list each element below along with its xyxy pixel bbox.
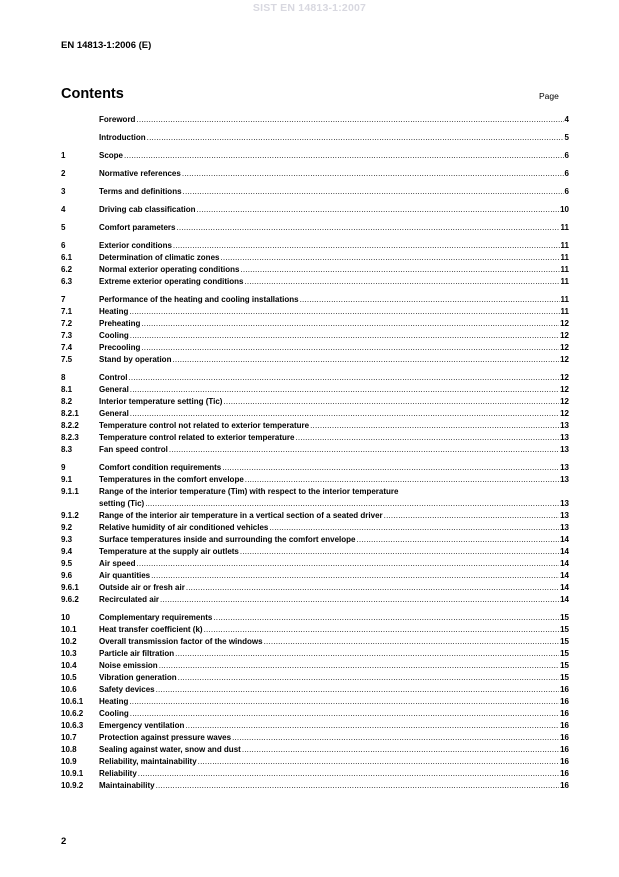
toc-entry-title: Outside air or fresh air — [99, 583, 185, 592]
toc-entry[interactable] — [61, 132, 569, 144]
toc-entry-number: 8.2 — [61, 397, 73, 406]
toc-leader-dots — [129, 696, 559, 708]
toc-entry-title: Overall transmission factor of the windows — [99, 637, 263, 646]
toc-entry-number: 8.3 — [61, 445, 73, 454]
toc-entry-number: 9.4 — [61, 547, 73, 556]
toc-entry[interactable] — [61, 408, 569, 420]
toc-entry[interactable] — [61, 780, 569, 792]
toc-entry-page: 14 — [560, 595, 569, 604]
toc-entry[interactable] — [61, 384, 569, 396]
watermark: SIST EN 14813-1:2007 — [252, 2, 367, 14]
toc-entry-title: Temperature at the supply air outlets — [99, 547, 239, 556]
toc-entry[interactable] — [61, 594, 569, 606]
toc-entry-number: 3 — [61, 187, 66, 196]
toc-entry-title: Safety devices — [99, 685, 155, 694]
toc-leader-dots — [300, 294, 560, 306]
toc-entry-number: 10.9.1 — [61, 769, 84, 778]
toc-entry-title: Protection against pressure waves — [99, 733, 232, 742]
toc-entry-page: 11 — [560, 277, 569, 286]
toc-entry-page: 13 — [560, 523, 569, 532]
toc-entry-number: 7.5 — [61, 355, 73, 364]
toc-entry-number: 9 — [61, 463, 66, 472]
toc-entry[interactable] — [61, 648, 569, 660]
toc-entry[interactable] — [61, 306, 569, 318]
toc-entry-number: 6.1 — [61, 253, 73, 262]
toc-entry-title: Comfort condition requirements — [99, 463, 222, 472]
toc-leader-dots — [269, 522, 559, 534]
toc-leader-dots — [130, 384, 559, 396]
toc-entry-number: 10.6.3 — [61, 721, 84, 730]
toc-entry-page: 13 — [560, 421, 569, 430]
toc-entry-title: Terms and definitions — [99, 187, 182, 196]
toc-entry-title: Noise emission — [99, 661, 158, 670]
toc-entry-page: 12 — [560, 385, 569, 394]
toc-leader-dots — [128, 372, 559, 384]
toc-entry-title: Normal exterior operating conditions — [99, 265, 240, 274]
toc-leader-dots — [204, 624, 560, 636]
toc-entry[interactable] — [61, 720, 569, 732]
toc-entry-title: Air speed — [99, 559, 136, 568]
toc-entry[interactable] — [61, 396, 569, 408]
toc-entry-page: 16 — [560, 745, 569, 754]
toc-entry-page: 16 — [560, 709, 569, 718]
toc-entry-number: 8.2.1 — [61, 409, 79, 418]
toc-entry-page: 13 — [560, 475, 569, 484]
toc-entry-number: 10.4 — [61, 661, 77, 670]
toc-entry-page: 16 — [560, 733, 569, 742]
toc-entry-title: Reliability — [99, 769, 137, 778]
toc-entry-number: 6 — [61, 241, 66, 250]
toc-entry-title: Precooling — [99, 343, 141, 352]
toc-entry-number: 10.2 — [61, 637, 77, 646]
toc-entry-page: 10 — [560, 205, 569, 214]
toc-entry-page: 4 — [564, 115, 569, 124]
toc-entry-title: Preheating — [99, 319, 141, 328]
toc-entry-page: 14 — [560, 547, 569, 556]
toc-entry-page: 6 — [564, 169, 569, 178]
toc-entry-page: 11 — [560, 295, 569, 304]
toc-entry-page: 16 — [560, 685, 569, 694]
toc-leader-dots — [384, 510, 559, 522]
toc-leader-dots — [138, 768, 559, 780]
toc-entry[interactable] — [61, 462, 569, 474]
toc-entry-page: 5 — [564, 133, 569, 142]
toc-leader-dots — [145, 498, 559, 510]
table-of-contents — [61, 114, 569, 792]
toc-entry-page: 12 — [560, 409, 569, 418]
toc-entry-title: Temperatures in the comfort envelope — [99, 475, 244, 484]
toc-entry[interactable] — [61, 240, 569, 252]
toc-entry-number: 9.5 — [61, 559, 73, 568]
toc-entry-page: 16 — [560, 757, 569, 766]
toc-entry-title: Fan speed control — [99, 445, 168, 454]
toc-entry[interactable] — [61, 474, 569, 486]
toc-entry-page: 12 — [560, 373, 569, 382]
toc-leader-dots — [156, 780, 560, 792]
toc-entry[interactable] — [61, 696, 569, 708]
toc-entry[interactable] — [61, 768, 569, 780]
toc-entry-title: Driving cab classification — [99, 205, 196, 214]
toc-leader-dots — [169, 444, 559, 456]
toc-entry-title: Range of the interior air temperature in a vertical section of a seated driver — [99, 511, 383, 520]
toc-entry[interactable] — [61, 420, 569, 432]
toc-entry[interactable] — [61, 732, 569, 744]
toc-entry-title: Normative references — [99, 169, 181, 178]
toc-entry-number: 10.6.2 — [61, 709, 84, 718]
toc-entry-number: 8.1 — [61, 385, 73, 394]
toc-entry-number: 10.3 — [61, 649, 77, 658]
toc-entry-page: 13 — [560, 499, 569, 508]
toc-entry[interactable] — [61, 276, 569, 288]
toc-entry-title: setting (Tic) — [99, 499, 145, 508]
toc-entry-number: 9.6.2 — [61, 595, 79, 604]
toc-entry-title: Range of the interior temperature (Tim) with respect to the interior temperature — [99, 487, 399, 496]
toc-entry-number: 10.7 — [61, 733, 77, 742]
toc-entry[interactable] — [61, 558, 569, 570]
toc-entry-page: 11 — [560, 253, 569, 262]
toc-leader-dots — [185, 720, 559, 732]
toc-entry-title: Maintainability — [99, 781, 155, 790]
toc-entry[interactable] — [61, 354, 569, 366]
toc-entry-title: Particle air filtration — [99, 649, 175, 658]
toc-entry-page: 11 — [560, 223, 569, 232]
toc-leader-dots — [220, 252, 559, 264]
document-id: EN 14813-1:2006 (E) — [61, 40, 152, 51]
toc-entry-number: 6.2 — [61, 265, 73, 274]
toc-entry-page: 13 — [560, 463, 569, 472]
toc-entry[interactable] — [61, 204, 569, 216]
toc-entry-page: 13 — [560, 511, 569, 520]
toc-entry-page: 15 — [560, 649, 569, 658]
toc-entry[interactable] — [61, 486, 569, 498]
toc-entry-title: Air quantities — [99, 571, 151, 580]
toc-leader-dots — [160, 594, 559, 606]
toc-entry-title: Foreword — [99, 115, 136, 124]
toc-entry-number: 7.1 — [61, 307, 73, 316]
toc-entry-number: 10.5 — [61, 673, 77, 682]
toc-entry-title: Heating — [99, 307, 129, 316]
toc-leader-dots — [176, 222, 559, 234]
toc-entry-title: Extreme exterior operating conditions — [99, 277, 244, 286]
toc-entry-title: Surface temperatures inside and surrounding the comfort envelope — [99, 535, 356, 544]
toc-entry-title: Scope — [99, 151, 124, 160]
toc-entry-title: Sealing against water, snow and dust — [99, 745, 241, 754]
toc-entry-number: 10.1 — [61, 625, 77, 634]
toc-entry-page: 14 — [560, 535, 569, 544]
toc-entry[interactable] — [61, 318, 569, 330]
toc-entry-number: 8.2.3 — [61, 433, 79, 442]
toc-entry-title: Heating — [99, 697, 129, 706]
toc-entry-title: Emergency ventilation — [99, 721, 185, 730]
toc-entry-page: 14 — [560, 583, 569, 592]
toc-leader-dots — [240, 546, 559, 558]
toc-entry-number: 9.6 — [61, 571, 73, 580]
toc-entry-title: Temperature control not related to exterior temperature — [99, 421, 310, 430]
toc-entry[interactable] — [61, 372, 569, 384]
toc-entry-page: 13 — [560, 445, 569, 454]
toc-entry-number: 7 — [61, 295, 66, 304]
toc-entry[interactable] — [61, 168, 569, 180]
toc-leader-dots — [178, 672, 559, 684]
toc-entry-number: 7.2 — [61, 319, 73, 328]
toc-entry[interactable] — [61, 330, 569, 342]
toc-entry-title: Vibration generation — [99, 673, 177, 682]
toc-entry-number: 4 — [61, 205, 66, 214]
toc-entry-number: 10.9.2 — [61, 781, 84, 790]
toc-entry-number: 9.1.2 — [61, 511, 79, 520]
toc-leader-dots — [213, 612, 559, 624]
toc-leader-dots — [156, 684, 560, 696]
toc-entry-page: 12 — [560, 331, 569, 340]
toc-entry[interactable] — [61, 684, 569, 696]
toc-leader-dots — [172, 354, 559, 366]
toc-entry[interactable] — [61, 510, 569, 522]
toc-entry-title: Performance of the heating and cooling installations — [99, 295, 299, 304]
toc-leader-dots — [175, 648, 559, 660]
toc-entry[interactable] — [61, 498, 569, 510]
toc-leader-dots — [357, 534, 560, 546]
toc-entry-number: 7.3 — [61, 331, 73, 340]
toc-entry[interactable] — [61, 222, 569, 234]
toc-entry[interactable] — [61, 660, 569, 672]
toc-entry[interactable] — [61, 582, 569, 594]
toc-entry-page: 14 — [560, 571, 569, 580]
toc-entry-page: 16 — [560, 781, 569, 790]
toc-entry-page: 16 — [560, 769, 569, 778]
toc-entry-page: 12 — [560, 319, 569, 328]
toc-entry[interactable] — [61, 534, 569, 546]
toc-entry-page: 12 — [560, 343, 569, 352]
toc-entry-title: General — [99, 409, 129, 418]
page-column-header: Page — [539, 91, 559, 101]
toc-leader-dots — [130, 330, 559, 342]
toc-entry[interactable] — [61, 546, 569, 558]
toc-entry-title: Interior temperature setting (Tic) — [99, 397, 223, 406]
toc-entry-number: 1 — [61, 151, 66, 160]
toc-entry[interactable] — [61, 756, 569, 768]
toc-entry-title: Exterior conditions — [99, 241, 172, 250]
toc-entry-page: 11 — [560, 241, 569, 250]
toc-entry[interactable] — [61, 294, 569, 306]
toc-entry[interactable] — [61, 744, 569, 756]
toc-leader-dots — [159, 660, 559, 672]
toc-leader-dots — [295, 432, 559, 444]
toc-entry-page: 16 — [560, 721, 569, 730]
toc-entry-page: 11 — [560, 265, 569, 274]
toc-leader-dots — [186, 582, 559, 594]
toc-entry-page: 11 — [560, 307, 569, 316]
toc-leader-dots — [310, 420, 559, 432]
toc-entry-title: Relative humidity of air conditioned vehicles — [99, 523, 269, 532]
toc-entry-page: 14 — [560, 559, 569, 568]
toc-entry-number: 10.8 — [61, 745, 77, 754]
toc-entry-page: 15 — [560, 613, 569, 622]
toc-leader-dots — [183, 186, 564, 198]
toc-entry-number: 6.3 — [61, 277, 73, 286]
toc-entry[interactable] — [61, 522, 569, 534]
toc-entry-title: Temperature control related to exterior temperature — [99, 433, 295, 442]
toc-leader-dots — [223, 396, 559, 408]
toc-leader-dots — [182, 168, 564, 180]
toc-entry-number: 10.6.1 — [61, 697, 84, 706]
toc-entry-title: Comfort parameters — [99, 223, 176, 232]
toc-leader-dots — [147, 132, 564, 144]
toc-leader-dots — [130, 408, 559, 420]
toc-entry[interactable] — [61, 672, 569, 684]
toc-leader-dots — [136, 114, 563, 126]
toc-entry[interactable] — [61, 708, 569, 720]
toc-leader-dots — [242, 744, 559, 756]
toc-entry-number: 9.3 — [61, 535, 73, 544]
toc-entry[interactable] — [61, 612, 569, 624]
contents-heading: Contents — [61, 86, 124, 102]
toc-entry[interactable] — [61, 186, 569, 198]
page-number: 2 — [61, 836, 67, 847]
toc-leader-dots — [264, 636, 560, 648]
toc-entry[interactable] — [61, 342, 569, 354]
toc-entry-number: 5 — [61, 223, 66, 232]
toc-entry-number: 9.2 — [61, 523, 73, 532]
toc-entry-title: Complementary requirements — [99, 613, 213, 622]
toc-entry-number: 2 — [61, 169, 66, 178]
toc-leader-dots — [196, 204, 559, 216]
toc-entry-number: 9.1 — [61, 475, 73, 484]
toc-entry-title: Determination of climatic zones — [99, 253, 220, 262]
toc-entry[interactable] — [61, 252, 569, 264]
toc-entry-number: 8.2.2 — [61, 421, 79, 430]
toc-entry-page: 15 — [560, 625, 569, 634]
toc-entry-title: Reliability, maintainability — [99, 757, 197, 766]
toc-entry-number: 10.6 — [61, 685, 77, 694]
toc-entry-number: 9.6.1 — [61, 583, 79, 592]
toc-leader-dots — [130, 708, 559, 720]
toc-entry[interactable] — [61, 636, 569, 648]
toc-entry-page: 15 — [560, 673, 569, 682]
toc-entry-title: Stand by operation — [99, 355, 172, 364]
toc-leader-dots — [141, 342, 559, 354]
toc-entry-number: 7.4 — [61, 343, 73, 352]
toc-entry-number: 9.1.1 — [61, 487, 79, 496]
toc-entry-page: 12 — [560, 355, 569, 364]
toc-entry-page: 6 — [564, 151, 569, 160]
toc-leader-dots — [232, 732, 559, 744]
toc-leader-dots — [240, 264, 559, 276]
toc-entry[interactable] — [61, 432, 569, 444]
toc-entry-page: 15 — [560, 661, 569, 670]
toc-entry[interactable] — [61, 624, 569, 636]
toc-entry[interactable] — [61, 114, 569, 126]
toc-leader-dots — [124, 150, 564, 162]
toc-entry-title: General — [99, 385, 129, 394]
toc-entry-title: Recirculated air — [99, 595, 160, 604]
toc-leader-dots — [173, 240, 560, 252]
toc-entry-page: 15 — [560, 637, 569, 646]
toc-entry-number: 8 — [61, 373, 66, 382]
toc-entry-number: 10 — [61, 613, 70, 622]
toc-leader-dots — [141, 318, 559, 330]
toc-leader-dots — [136, 558, 559, 570]
toc-leader-dots — [151, 570, 559, 582]
toc-entry-title: Introduction — [99, 133, 146, 142]
toc-entry-title: Heat transfer coefficient (k) — [99, 625, 203, 634]
toc-leader-dots — [244, 276, 559, 288]
toc-leader-dots — [245, 474, 559, 486]
toc-entry-title: Control — [99, 373, 128, 382]
toc-entry-title: Cooling — [99, 331, 129, 340]
toc-entry[interactable] — [61, 264, 569, 276]
toc-entry[interactable] — [61, 150, 569, 162]
toc-leader-dots — [129, 306, 559, 318]
toc-entry-page: 13 — [560, 433, 569, 442]
toc-entry-page: 12 — [560, 397, 569, 406]
toc-leader-dots — [198, 756, 559, 768]
toc-entry-title: Cooling — [99, 709, 129, 718]
toc-entry-page: 16 — [560, 697, 569, 706]
toc-leader-dots — [222, 462, 559, 474]
toc-entry[interactable] — [61, 444, 569, 456]
toc-entry[interactable] — [61, 570, 569, 582]
toc-entry-page: 6 — [564, 187, 569, 196]
toc-entry-number: 10.9 — [61, 757, 77, 766]
